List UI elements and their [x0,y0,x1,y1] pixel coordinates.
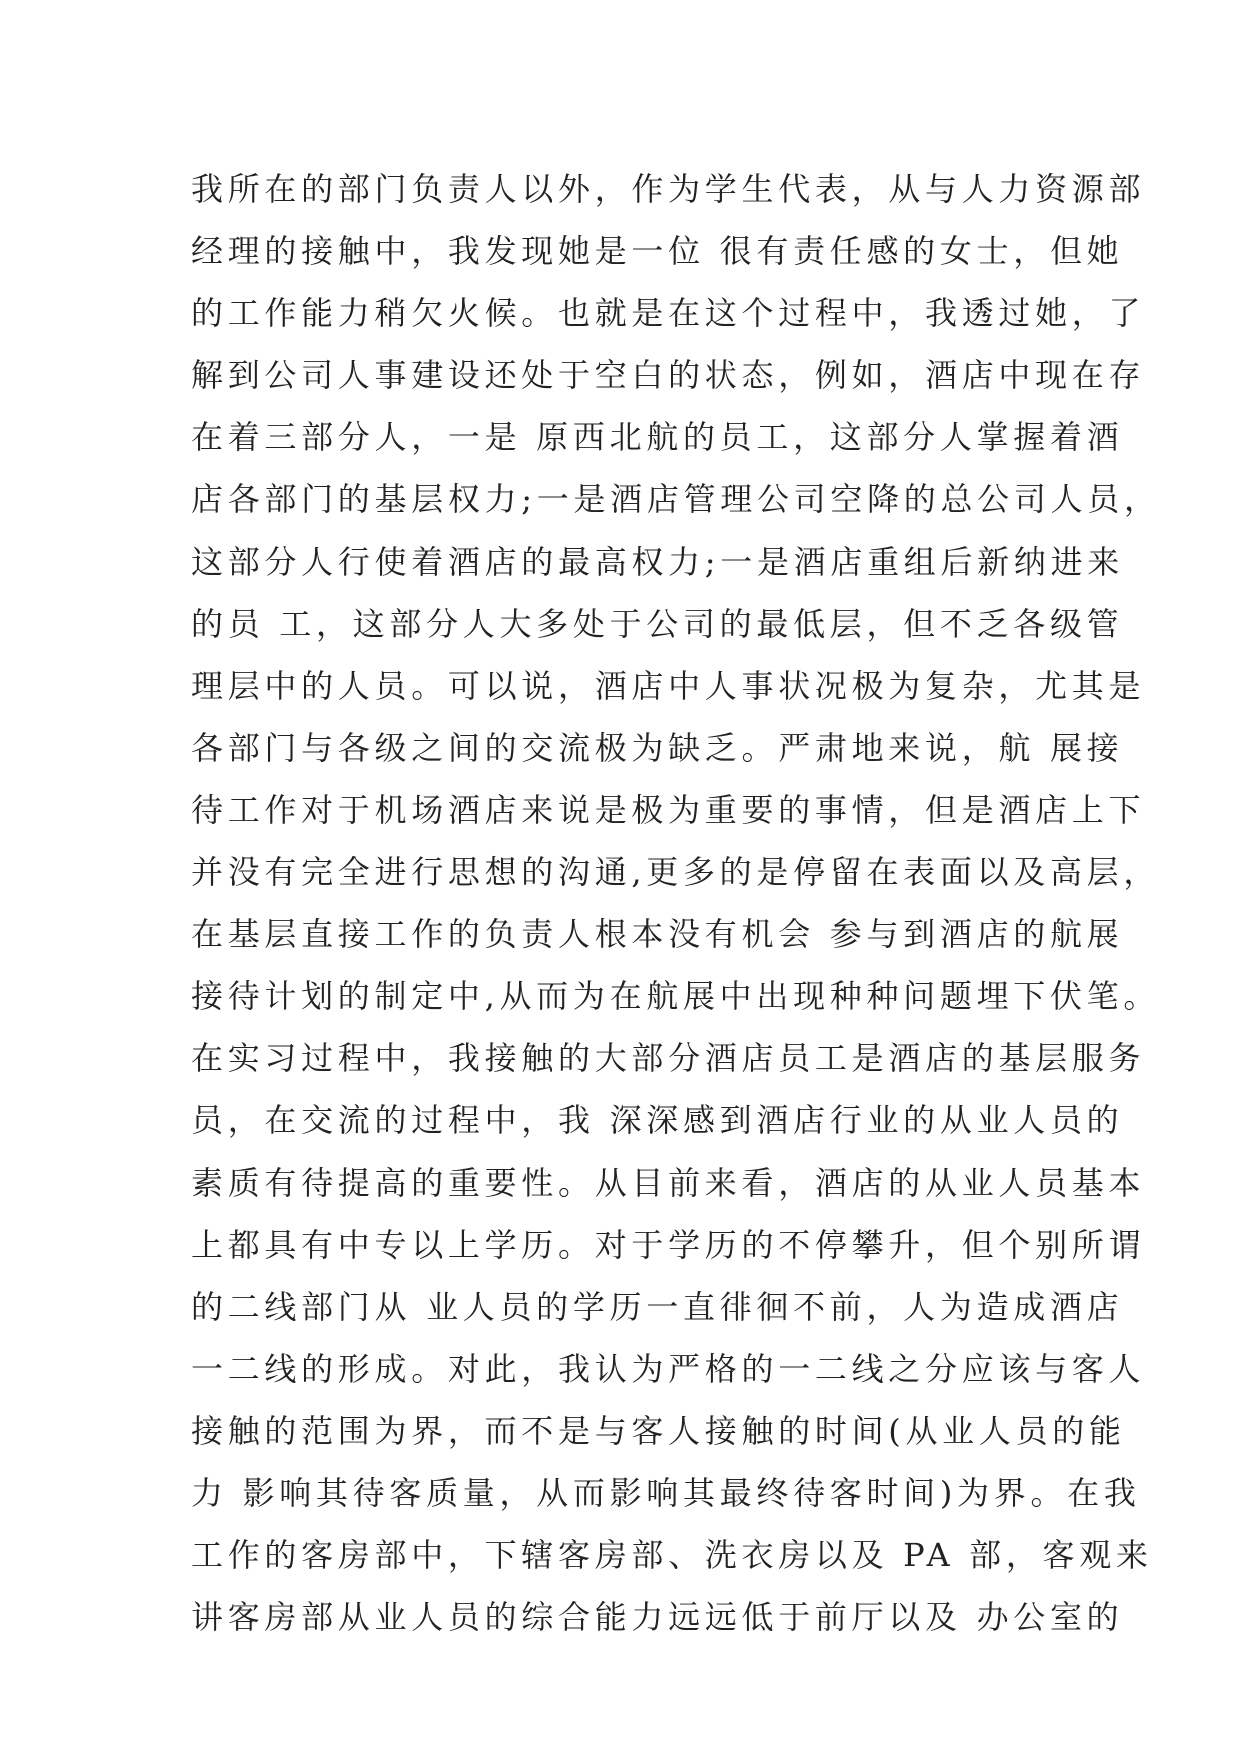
text-line: 在着三部分人，一是 原西北航的员工，这部分人掌握着酒 [191,418,1124,457]
text-line: 工作的客房部中，下辖客房部、洗衣房以及 PA 部，客观来 [191,1536,1153,1575]
text-line: 一二线的形成。对此，我认为严格的一二线之分应该与客人 [191,1349,1146,1388]
text-line: 讲客房部从业人员的综合能力远远低于前厅以及 办公室的 [191,1598,1124,1637]
text-line: 在实习过程中，我接触的大部分酒店员工是酒店的基层服务 [191,1039,1146,1078]
text-line: 上都具有中专以上学历。对于学历的不停攀升，但个别所谓 [191,1225,1146,1264]
text-line: 理层中的人员。可以说，酒店中人事状况极为复杂，尤其是 [191,666,1146,705]
text-line: 我所在的部门负责人以外，作为学生代表，从与人力资源部 [191,170,1146,208]
text-line: 在基层直接工作的负责人根本没有机会 参与到酒店的航展 [191,915,1124,954]
text-line: 解到公司人事建设还处于空白的状态，例如，酒店中现在存 [191,356,1146,395]
text-line: 的二线部门从 业人员的学历一直徘徊不前，人为造成酒店 [191,1287,1124,1326]
text-line: 待工作对于机场酒店来说是极为重要的事情，但是酒店上下 [191,790,1146,829]
text-line: 接触的范围为界，而不是与客人接触的时间(从业人员的能 [191,1411,1126,1450]
text-line: 员，在交流的过程中，我 深深感到酒店行业的从业人员的 [191,1101,1124,1140]
text-line: 素质有待提高的重要性。从目前来看，酒店的从业人员基本 [191,1163,1146,1202]
text-line: 力 影响其待客质量，从而影响其最终待客时间)为界。在我 [191,1473,1141,1512]
text-line: 经理的接触中，我发现她是一位 很有责任感的女士，但她 [191,232,1124,271]
text-line: 各部门与各级之间的交流极为缺乏。严肃地来说，航 展接 [191,728,1124,767]
text-line: 并没有完全进行思想的沟通,更多的是停留在表面以及高层， [191,853,1161,892]
body-text [191,158,1161,1648]
text-line: 店各部门的基层权力;一是酒店管理公司空降的总公司人员， [191,480,1161,519]
text-line: 的工作能力稍欠火候。也就是在这个过程中，我透过她，了 [191,294,1146,333]
text-line: 这部分人行使着酒店的最高权力;一是酒店重组后新纳进来 [191,542,1124,581]
text-line: 的员 工，这部分人大多处于公司的最低层，但不乏各级管 [191,604,1124,643]
text-line: 接待计划的制定中,从而为在航展中出现种种问题埋下伏笔。 [191,977,1161,1016]
